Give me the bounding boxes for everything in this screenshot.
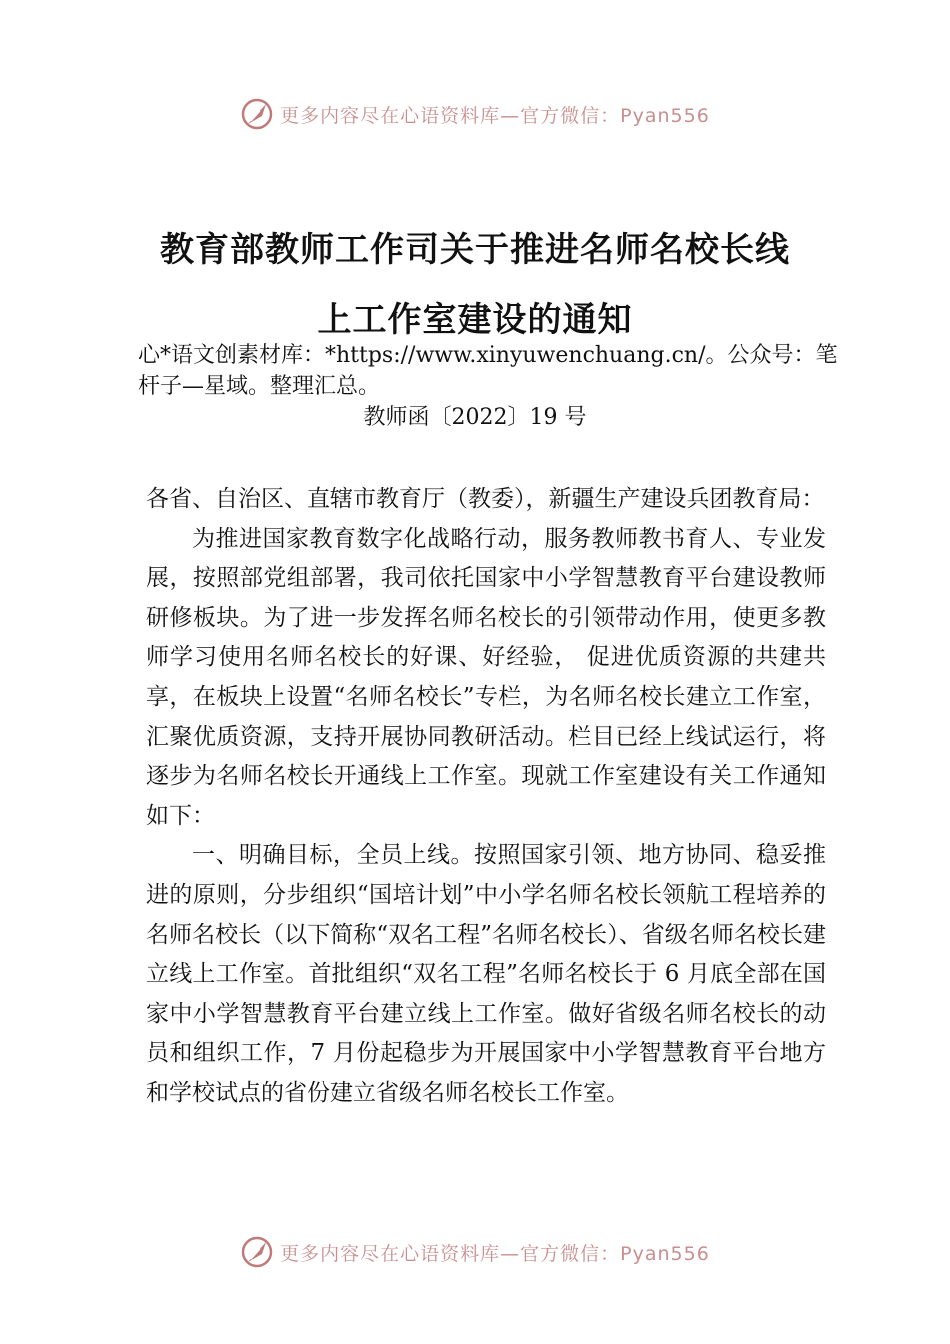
quill-logo-icon — [240, 1235, 274, 1269]
document-number: 教师函〔2022〕19 号 — [363, 405, 587, 430]
document-title-line-1: 教育部教师工作司关于推进名师名校长线 — [160, 230, 790, 270]
watermark-text: 更多内容尽在心语资料库—官方微信：Pyan556 — [280, 1242, 710, 1265]
paragraph-intro: 为推进国家教育数字化战略行动，服务教师教书育人、专业发展，按照部党组部署，我司依托国家中小学智慧教育平台建设教师研修板块。为了进一步发挥名师名校长的引领带动作用，使更多教师学习使用名师名校长的好课、好经验， 促进优质资源的共建共享，在板块上设置“名师名校长”专栏，为名师名校长建立工作室，汇聚优质资源，支持开展协同教研活动。栏目已经上线试运行，将逐步为名师名校长开通线上工作室。现就工作室建设有关工作通知如下： — [146, 525, 826, 829]
paragraph-section-1: 一、明确目标，全员上线。按照国家引领、地方协同、稳妥推进的原则，分步组织“国培计划”中小学名师名校长领航工程培养的名师名校长（以下简称“双名工程”名师名校长）、省级名师名校长建立线上工作室。首批组织“双名工程”名师名校长于 6 月底全部在国家中小学智慧教育平台建立线上工作室。做好省级名师名校长的动员和组织工作，7 月份起稳步为开展国家中小学智慧教育平台地方和学校试点的省份建立省级名师名校长工作室。 — [146, 842, 826, 1106]
source-note: 心*语文创素材库：*https://www.xinyuwenchuang.cn/。公众号：笔杆子—星域。整理汇总。 — [138, 343, 838, 399]
salutation: 各省、自治区、直辖市教育厅（教委），新疆生产建设兵团教育局： — [146, 486, 825, 512]
watermark-text: 更多内容尽在心语资料库—官方微信：Pyan556 — [280, 104, 710, 127]
header-watermark — [0, 94, 950, 134]
document-title-line-2: 上工作室建设的通知 — [317, 300, 633, 340]
quill-logo-icon — [240, 97, 274, 131]
document-body — [146, 480, 826, 1114]
footer-watermark — [0, 1232, 950, 1272]
